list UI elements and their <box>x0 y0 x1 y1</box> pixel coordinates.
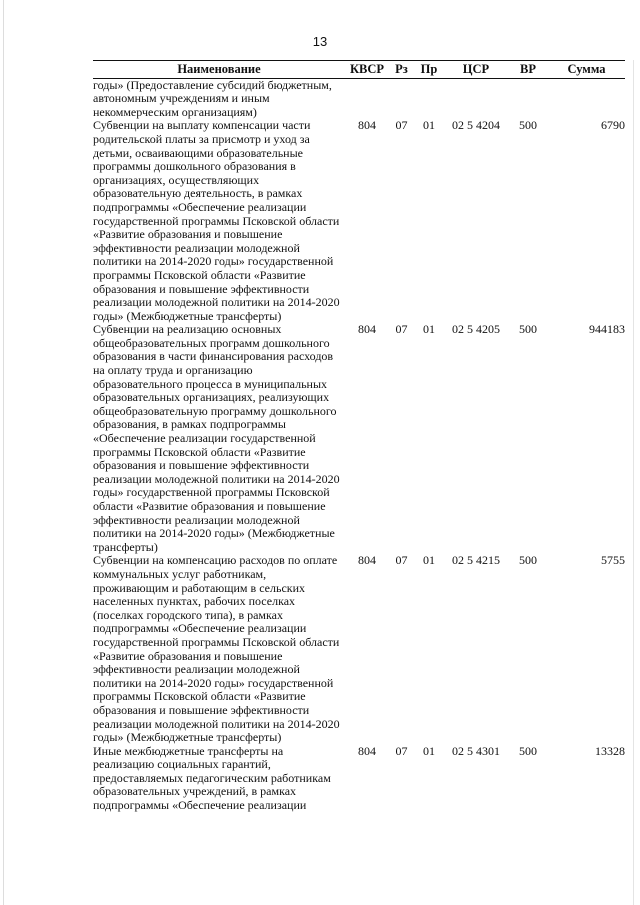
header-name: Наименование <box>93 61 345 79</box>
row-rz: 07 <box>395 743 408 758</box>
header-kvsr: КВСР <box>345 61 389 79</box>
row-pr: 01 <box>423 553 435 568</box>
row-vr: 500 <box>519 322 537 337</box>
row-sum <box>548 78 625 119</box>
row-vr: 500 <box>519 553 537 568</box>
row-csr: 02 5 4204 <box>452 118 500 133</box>
header-rz: Рз <box>389 61 414 79</box>
row-sum: 5755 <box>601 553 625 568</box>
row-name: годы» (Предоставление субсидий бюджетным, автономным учреждениям и иным некоммерческим организациям) <box>93 77 332 119</box>
budget-table <box>93 60 625 813</box>
row-csr: 02 5 4215 <box>452 553 500 568</box>
row-csr <box>444 78 508 119</box>
row-csr: 02 5 4205 <box>452 322 500 337</box>
row-kvsr: 804 <box>358 322 376 337</box>
row-pr: 01 <box>423 118 435 133</box>
row-csr: 02 5 4301 <box>452 743 500 758</box>
header-pr: Пр <box>414 61 444 79</box>
table-row <box>93 78 625 119</box>
row-pr: 01 <box>423 743 435 758</box>
row-vr: 500 <box>519 743 537 758</box>
page-number: 13 <box>312 34 328 49</box>
scan-edge-right <box>633 60 634 905</box>
row-pr: 01 <box>423 322 435 337</box>
row-name: Иные межбюджетные трансферты на реализацию социальных гарантий, предоставляемых педагогическим работникам образовательных учреждений, в рамках подпрограммы «Обеспечение реализации <box>93 743 331 813</box>
row-rz: 07 <box>395 553 408 568</box>
row-sum: 6790 <box>601 118 625 133</box>
table-row <box>93 745 625 813</box>
scan-edge-left <box>3 0 4 905</box>
row-vr <box>508 78 548 119</box>
row-sum: 13328 <box>595 743 625 758</box>
table-row <box>93 554 625 744</box>
row-rz: 07 <box>395 322 408 337</box>
row-sum: 944183 <box>589 322 625 337</box>
row-kvsr: 804 <box>358 553 376 568</box>
header-sum: Сумма <box>548 61 625 79</box>
header-vr: ВР <box>508 61 548 79</box>
row-kvsr: 804 <box>358 743 376 758</box>
row-kvsr: 804 <box>358 118 376 133</box>
row-name: Субвенции на компенсацию расходов по оплате коммунальных услуг работникам, проживающим и работающим в сельских населенных пунктах, рабочих поселках (поселках городского типа), в рамках подпрограммы «Обеспечение реализации государственной программы Псковской области «Развитие образования и повышение эффективности реализации молодежной политики на 2014-2020 годы» государственной программы Псковской области «Развитие образования и повышение эффективности реализации молодежной политики на 2014-2020 годы» (Межбюджетные трансферты) <box>93 553 340 745</box>
row-rz: 07 <box>395 118 408 133</box>
table-header <box>93 61 625 79</box>
row-pr <box>414 78 444 119</box>
table-row <box>93 119 625 323</box>
row-name: Субвенции на выплату компенсации части родительской платы за присмотр и уход за детьми, осваивающими образовательные программы дошкольного образования в организациях, осуществляющих образовательную деятельность, в рамках подпрограммы «Обеспечение реализации государственной программы Псковской области «Развитие образования и повышение эффективности реализации молодежной политики на 2014-2020 годы» государственной программы Псковской области «Развитие образования и повышение эффективности реализации молодежной политики на 2014-2020 годы» (Межбюджетные трансферты) <box>93 118 340 323</box>
row-kvsr <box>345 78 389 119</box>
header-csr: ЦСР <box>444 61 508 79</box>
row-rz <box>389 78 414 119</box>
row-name: Субвенции на реализацию основных общеобразовательных программ дошкольного образования в части финансирования расходов на оплату труда и организацию образовательного процесса в муниципальных образовательных организациях, реализующих общеобразовательную программу дошкольного образования, в рамках подпрограммы «Обеспечение реализации государственной программы Псковской области «Развитие образования и повышение эффективности реализации молодежной политики на 2014-2020 годы» государственной программы Псковской области «Развитие образования и повышение эффективности реализации молодежной политики на 2014-2020 годы» (Межбюджетные трансферты) <box>93 322 340 554</box>
row-vr: 500 <box>519 118 537 133</box>
table-row <box>93 323 625 554</box>
